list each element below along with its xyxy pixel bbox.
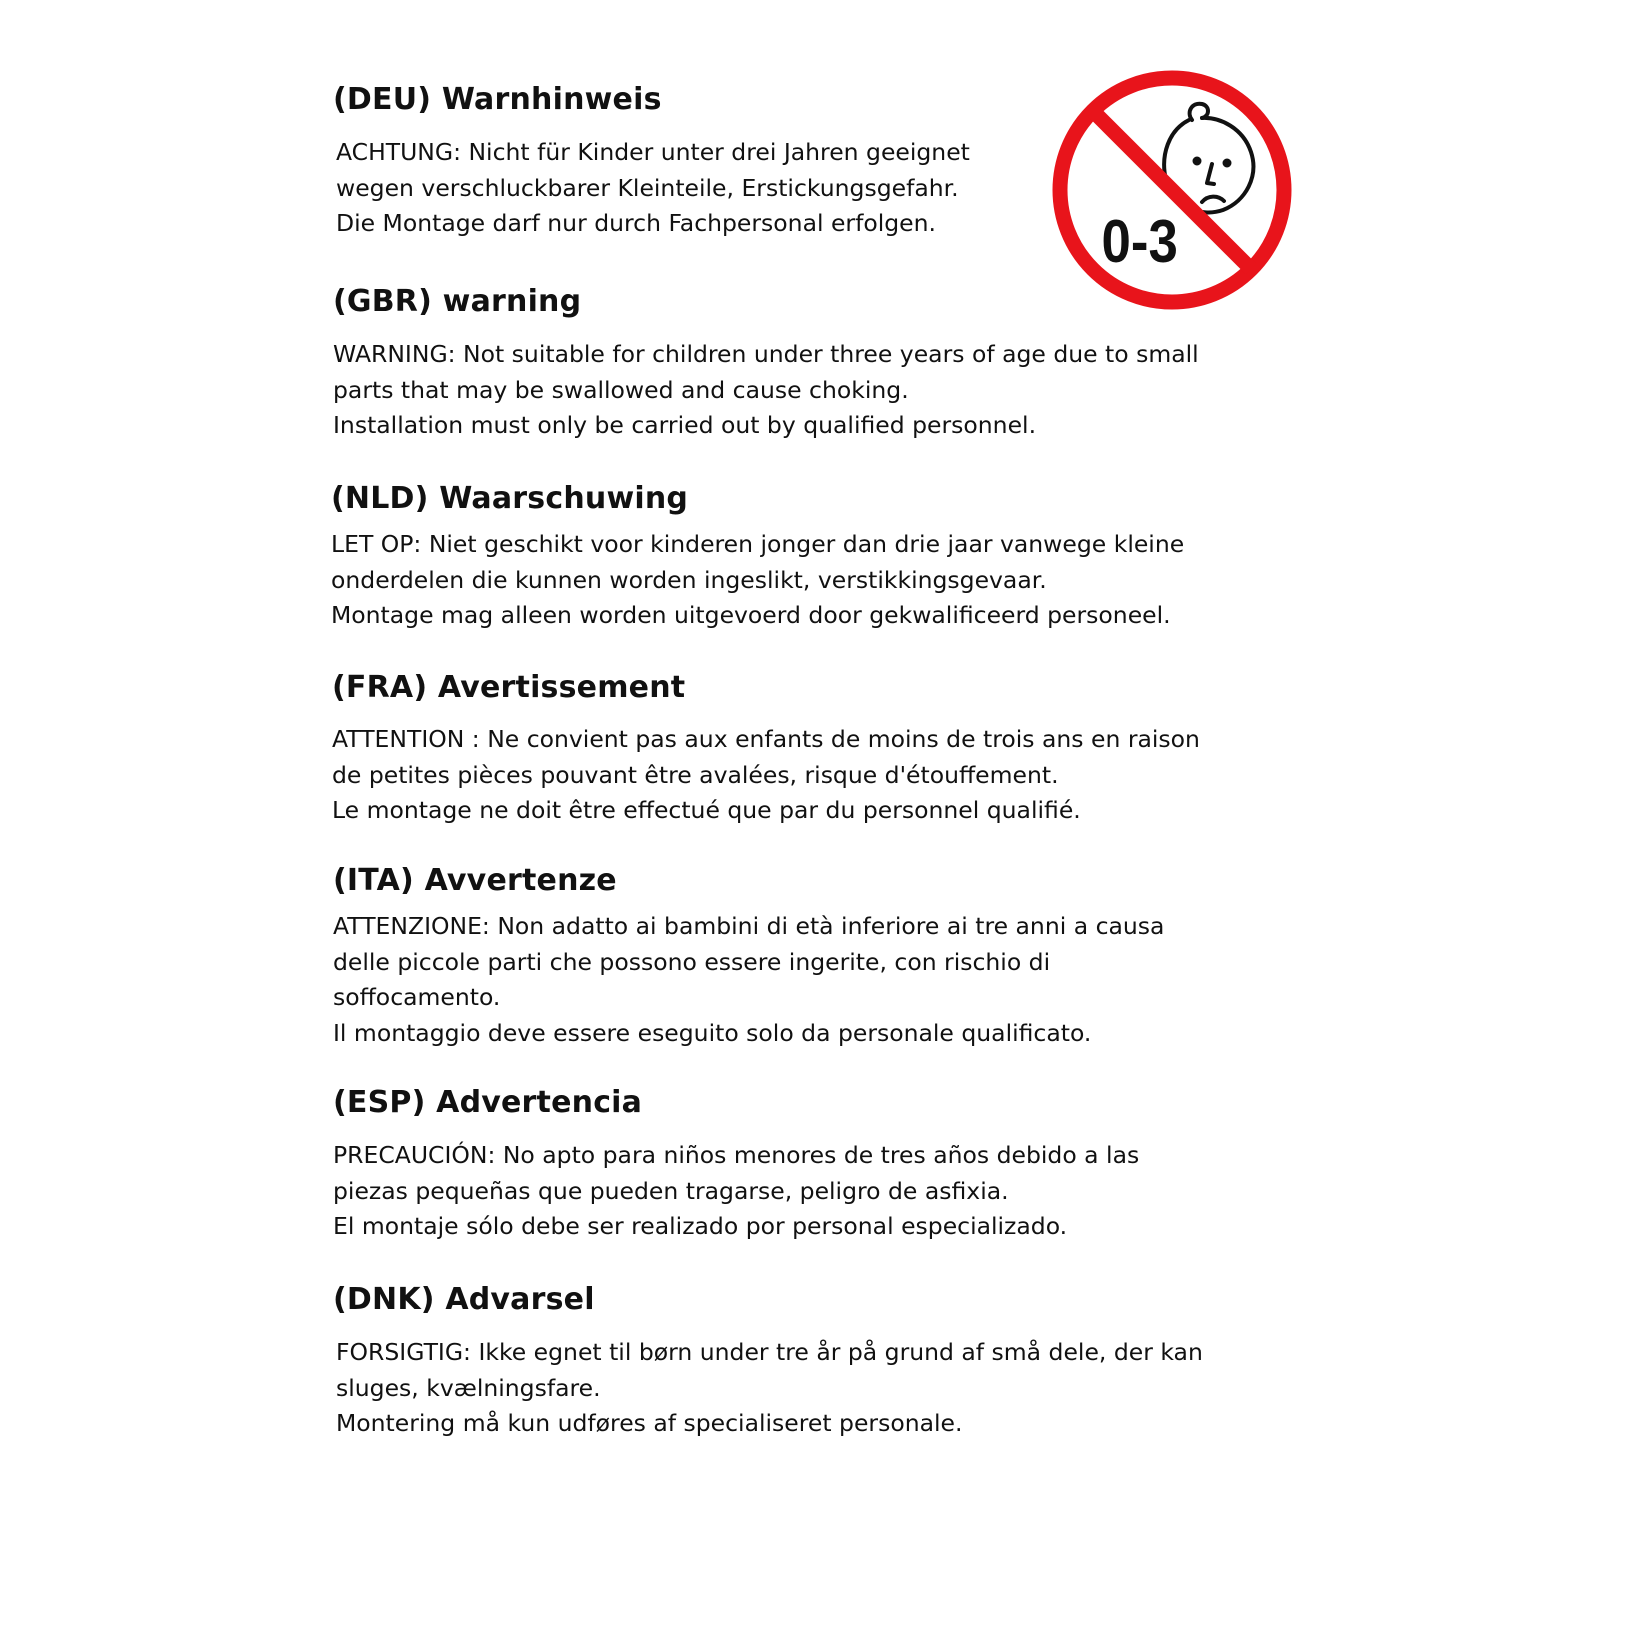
body-line: Il montaggio deve essere eseguito solo da personale qualificato. bbox=[333, 1018, 1092, 1047]
body-line: LET OP: Niet geschikt voor kinderen jonger dan drie jaar vanwege kleine bbox=[331, 530, 1185, 558]
age-range-label: 0-3 bbox=[1101, 207, 1178, 275]
section-body bbox=[333, 1138, 1273, 1245]
body-line: soffocamento. bbox=[333, 983, 501, 1011]
body-line: Le montage ne doit être effectué que par du personnel qualifié. bbox=[332, 796, 1081, 824]
body-line: WARNING: Not suitable for children under three years of age due to small bbox=[333, 340, 1199, 368]
section-heading: (DEU) Warnhinweis bbox=[333, 82, 662, 117]
section-body bbox=[331, 527, 1271, 634]
body-line: El montaje sólo debe ser realizado por personal especializado. bbox=[333, 1212, 1068, 1240]
body-line: de petites pièces pouvant être avalées, risque d'étouffement. bbox=[332, 760, 1059, 789]
body-line: wegen verschluckbarer Kleinteile, Erstickungsgefahr. bbox=[336, 173, 959, 202]
body-line: ATTENZIONE: Non adatto ai bambini di età inferiore ai tre anni a causa bbox=[333, 912, 1165, 940]
section-heading: (ITA) Avvertenze bbox=[333, 863, 617, 898]
body-line: sluges, kvælningsfare. bbox=[336, 1373, 601, 1402]
body-line: delle piccole parti che possono essere ingerite, con rischio di bbox=[333, 947, 1051, 976]
not-for-children-0-3-icon bbox=[1042, 60, 1302, 320]
body-line: Installation must only be carried out by qualified personnel. bbox=[333, 411, 1037, 439]
section-heading: (DNK) Advarsel bbox=[333, 1282, 595, 1317]
section-body bbox=[332, 722, 1272, 829]
body-line: onderdelen die kunnen worden ingeslikt, verstikkingsgevaar. bbox=[331, 565, 1047, 594]
body-line: parts that may be swallowed and cause choking. bbox=[333, 375, 909, 404]
body-line: piezas pequeñas que pueden tragarse, peligro de asfixia. bbox=[333, 1176, 1009, 1205]
body-line: FORSIGTIG: Ikke egnet til børn under tre år på grund af små dele, der kan bbox=[336, 1338, 1203, 1366]
section-ita bbox=[333, 863, 1273, 1051]
section-heading: (ESP) Advertencia bbox=[333, 1085, 643, 1120]
section-heading: (NLD) Waarschuwing bbox=[331, 481, 689, 516]
section-body bbox=[333, 909, 1273, 1051]
body-line: ATTENTION : Ne convient pas aux enfants de moins de trois ans en raison bbox=[332, 725, 1200, 753]
section-body bbox=[336, 1335, 1273, 1442]
section-esp bbox=[333, 1085, 1273, 1245]
section-dnk bbox=[333, 1282, 1273, 1442]
section-nld bbox=[331, 481, 1271, 634]
body-line: ACHTUNG: Nicht für Kinder unter drei Jahren geeignet bbox=[336, 138, 970, 166]
section-heading: (GBR) warning bbox=[333, 284, 582, 319]
body-line: Montage mag alleen worden uitgevoerd door gekwalificeerd personeel. bbox=[331, 601, 1171, 629]
section-body bbox=[333, 337, 1273, 444]
body-line: Montering må kun udføres af specialiseret personale. bbox=[336, 1409, 963, 1437]
section-heading: (FRA) Avertissement bbox=[332, 670, 686, 705]
body-line: PRECAUCIÓN: No apto para niños menores de tres años debido a las bbox=[333, 1141, 1140, 1169]
body-line: Die Montage darf nur durch Fachpersonal erfolgen. bbox=[336, 209, 937, 237]
section-fra bbox=[332, 670, 1272, 829]
